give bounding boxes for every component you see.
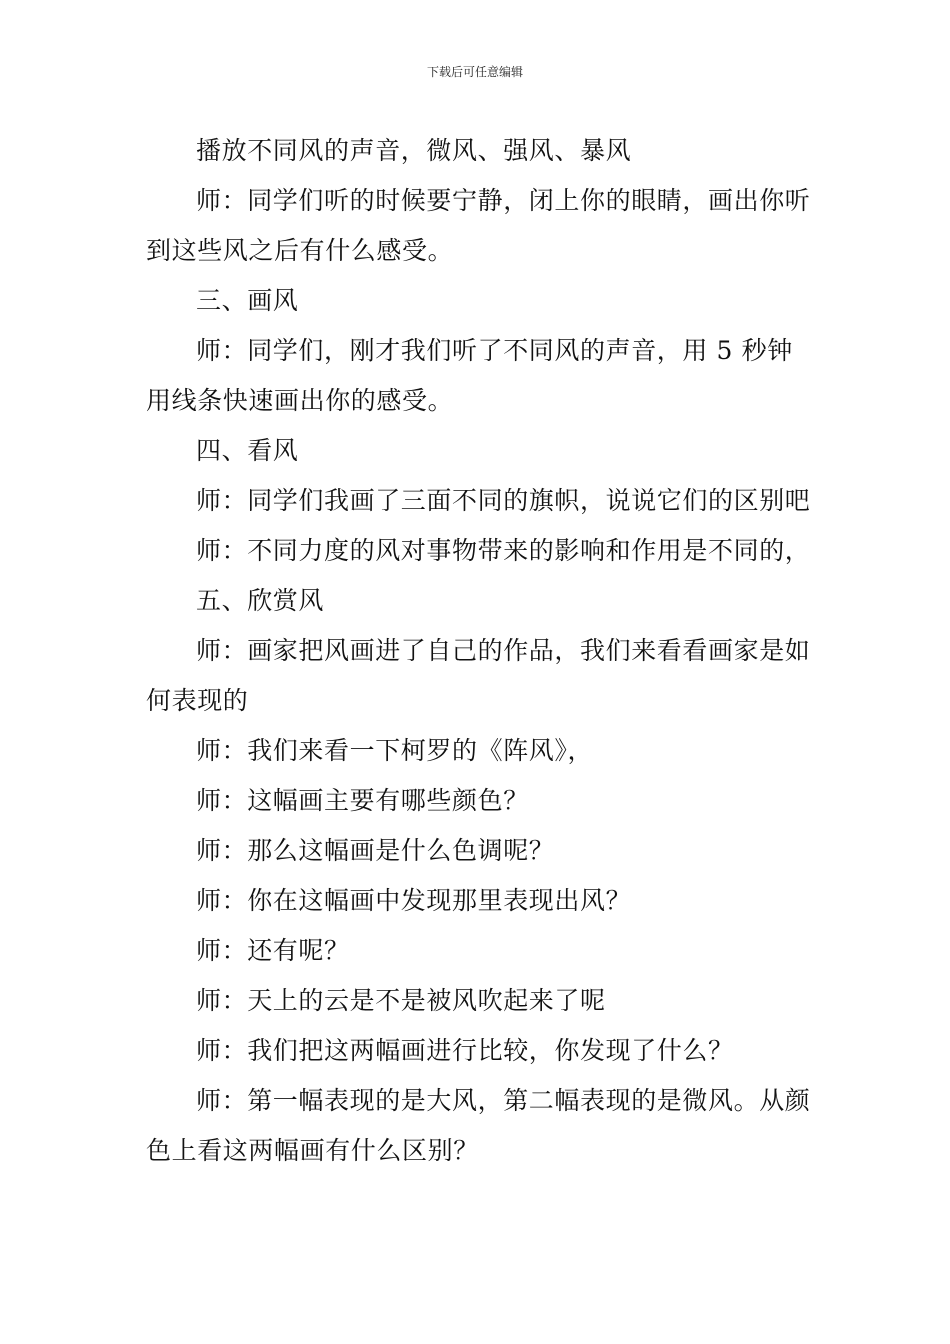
- document-body: [146, 126, 811, 1176]
- paragraph: 师：我们来看一下柯罗的《阵风》，: [196, 736, 594, 765]
- paragraph: 师：那么这幅画是什么色调呢？: [196, 836, 555, 865]
- paragraph: 师：我们把这两幅画进行比较，你发现了什么？: [196, 1036, 734, 1065]
- section-heading: 五、欣赏风: [196, 586, 325, 615]
- paragraph: 师：第一幅表现的是大风，第二幅表现的是微风。从颜色上看这两幅画有什么区别？: [146, 1086, 811, 1165]
- paragraph: 播放不同风的声音，微风、强风、暴风: [196, 136, 632, 165]
- paragraph: 师：还有呢？: [196, 936, 350, 965]
- paragraph: 师：天上的云是不是被风吹起来了呢: [196, 986, 606, 1015]
- paragraph: 师：你在这幅画中发现那里表现出风？: [196, 886, 632, 915]
- section-heading: 四、看风: [196, 436, 299, 465]
- section-heading: 三、画风: [196, 286, 299, 315]
- page-header-note: 下载后可任意编辑: [426, 65, 523, 79]
- paragraph: 师：不同力度的风对事物带来的影响和作用是不同的，: [196, 536, 811, 565]
- paragraph: 师：同学们听的时候要宁静，闭上你的眼睛，画出你听到这些风之后有什么感受。: [146, 186, 811, 265]
- paragraph: 师：这幅画主要有哪些颜色？: [196, 786, 529, 815]
- paragraph: 师：同学们，刚才我们听了不同风的声音，用 5 秒钟用线条快速画出你的感受。: [146, 336, 793, 415]
- paragraph: 师：同学们我画了三面不同的旗帜，说说它们的区别吧: [196, 486, 811, 515]
- paragraph: 师：画家把风画进了自己的作品，我们来看看画家是如何表现的: [146, 636, 811, 715]
